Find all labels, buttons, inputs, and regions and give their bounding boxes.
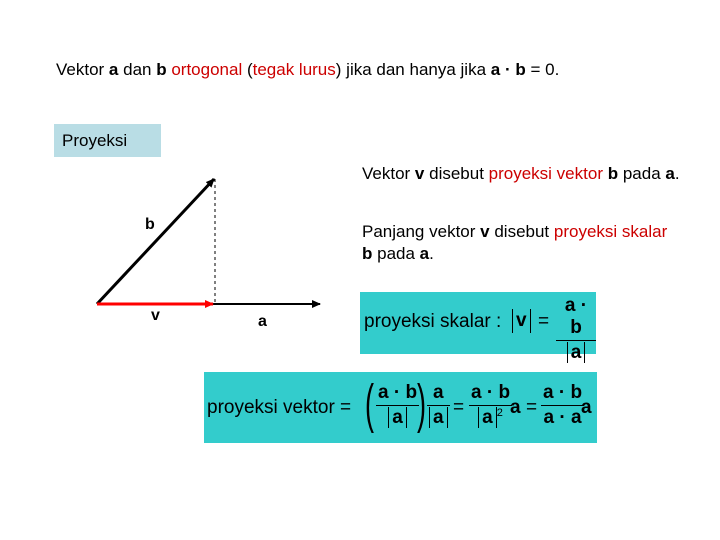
vector-v: v xyxy=(480,222,490,241)
fraction-bar xyxy=(556,340,596,341)
desc-text: . xyxy=(429,244,434,263)
vector-v: v xyxy=(414,164,425,183)
formula-label: proyeksi vektor = xyxy=(207,397,352,418)
numerator: a · b xyxy=(471,382,511,403)
vector-a: a xyxy=(510,397,521,418)
denominator xyxy=(556,342,596,364)
numerator: a · b xyxy=(378,382,418,403)
diagram-label-a: a xyxy=(258,313,267,330)
equals-sign: = xyxy=(538,311,550,332)
norm-a: a xyxy=(567,342,586,363)
tegak-lurus-term: tegak lurus xyxy=(252,60,336,79)
formula-label: proyeksi skalar : xyxy=(364,311,502,332)
proyeksi-skalar-term: proyeksi skalar xyxy=(553,222,668,241)
left-paren: ( xyxy=(365,374,374,434)
vector-a: a xyxy=(581,397,592,418)
vector-a: a xyxy=(665,164,675,183)
numerator: a xyxy=(433,382,444,403)
vector-a: a xyxy=(419,244,430,263)
norm-a: a xyxy=(388,407,407,428)
desc-text: Vektor xyxy=(362,164,415,183)
fraction xyxy=(427,382,450,429)
equals-sign: = xyxy=(526,397,538,418)
equals-sign: = xyxy=(453,397,465,418)
fraction xyxy=(541,382,584,429)
section-label-proyeksi: Proyeksi xyxy=(54,124,161,157)
fraction xyxy=(556,295,596,364)
desc-text: Panjang vektor xyxy=(362,222,481,241)
desc-text: pada xyxy=(618,164,666,183)
numerator: a · b xyxy=(564,295,588,338)
dot-operator: · xyxy=(500,60,516,79)
denominator xyxy=(469,407,512,429)
vector-a: a xyxy=(108,60,119,79)
ortogonal-term: ortogonal xyxy=(171,60,243,79)
fraction xyxy=(376,382,419,429)
diagram-label-v: v xyxy=(151,307,160,324)
fraction-bar xyxy=(541,405,584,406)
desc-text: . xyxy=(674,164,680,183)
formula-proyeksi-skalar xyxy=(360,292,596,363)
statement-text: ) jika dan hanya jika xyxy=(335,60,491,79)
vector-a: a xyxy=(490,60,501,79)
vector-b: b xyxy=(607,164,619,183)
numerator: a · b xyxy=(543,382,583,403)
fraction-bar xyxy=(427,405,450,406)
statement-text: dan xyxy=(118,60,157,79)
norm-a: a xyxy=(429,407,448,428)
formula-proyeksi-vektor xyxy=(204,372,597,443)
vector-b: b xyxy=(362,244,373,263)
vector-b: b xyxy=(156,60,167,79)
norm-a: a xyxy=(478,407,497,428)
norm-v: v xyxy=(512,309,531,333)
denominator xyxy=(427,407,450,429)
denominator xyxy=(376,407,419,429)
statement-text: Vektor xyxy=(56,60,109,79)
fraction-bar xyxy=(376,405,419,406)
statement-text: = 0. xyxy=(525,60,560,79)
desc-text: disebut xyxy=(489,222,554,241)
description-proyeksi-skalar xyxy=(362,221,682,265)
vector-b: b xyxy=(515,60,526,79)
description-proyeksi-vektor xyxy=(362,163,682,185)
denominator: a · a xyxy=(543,407,582,428)
statement-text: ( xyxy=(242,60,253,79)
exponent: 2 xyxy=(496,407,503,419)
proyeksi-vektor-term: proyeksi vektor xyxy=(488,164,603,183)
fraction-bar xyxy=(469,405,512,406)
diagram-label-b: b xyxy=(145,216,155,233)
desc-text: pada xyxy=(372,244,420,263)
vector-b-arrow xyxy=(97,179,214,304)
fraction xyxy=(469,382,512,429)
right-paren: ) xyxy=(417,374,426,434)
desc-text: disebut xyxy=(424,164,489,183)
